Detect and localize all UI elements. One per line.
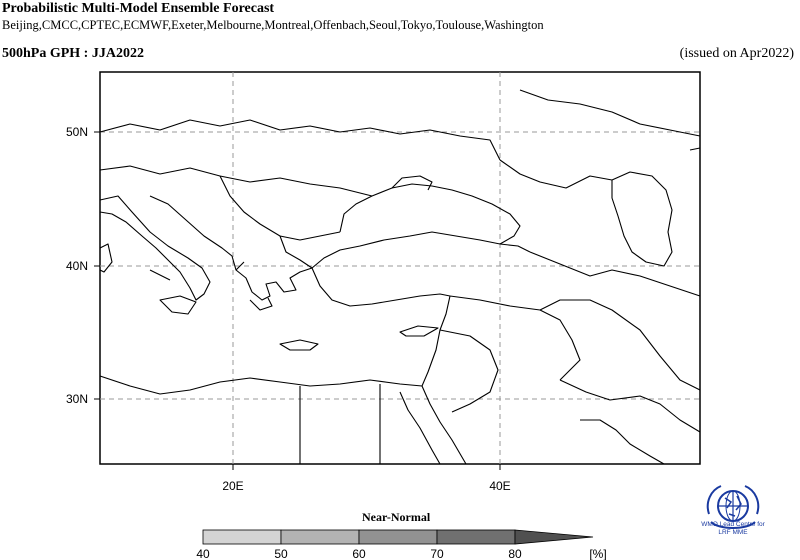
colorbar-segment-50-60 <box>281 530 359 544</box>
colorbar-segment-70-80 <box>437 530 515 544</box>
colorbar-tick-60: 60 <box>352 547 366 560</box>
issue-date: (issued on Apr2022) <box>679 46 794 61</box>
lat-label-40n: 40N <box>65 259 88 273</box>
colorbar-tick-50: 50 <box>274 547 288 560</box>
colorbar-unit: [%] <box>589 547 607 560</box>
colorbar-title: Near-Normal <box>362 510 431 524</box>
chart-title: Probabilistic Multi-Model Ensemble Forecast <box>2 1 275 16</box>
colorbar-segment-60-70 <box>359 530 437 544</box>
colorbar-tick-80: 80 <box>508 547 522 560</box>
variable-label: 500hPa GPH : JJA2022 <box>2 46 144 61</box>
model-list: Beijing,CMCC,CPTEC,ECMWF,Exeter,Melbourne,Montreal,Offenbach,Seoul,Tokyo,Toulouse,Washington <box>2 18 544 32</box>
lon-label-40e: 40E <box>489 479 511 493</box>
colorbar-arrow <box>515 530 593 544</box>
lat-label-50n: 50N <box>65 125 88 139</box>
colorbar <box>196 530 606 560</box>
colorbar-tick-70: 70 <box>430 547 444 560</box>
colorbar-tick-40: 40 <box>196 547 210 560</box>
map-frame <box>100 72 700 464</box>
lat-label-30n: 30N <box>65 392 88 406</box>
logo-line-2: LRF MME <box>718 529 748 536</box>
lon-label-20e: 20E <box>222 479 244 493</box>
colorbar-segment-40-50 <box>203 530 281 544</box>
logo-line-1: WMO Lead Centre for <box>701 521 765 528</box>
